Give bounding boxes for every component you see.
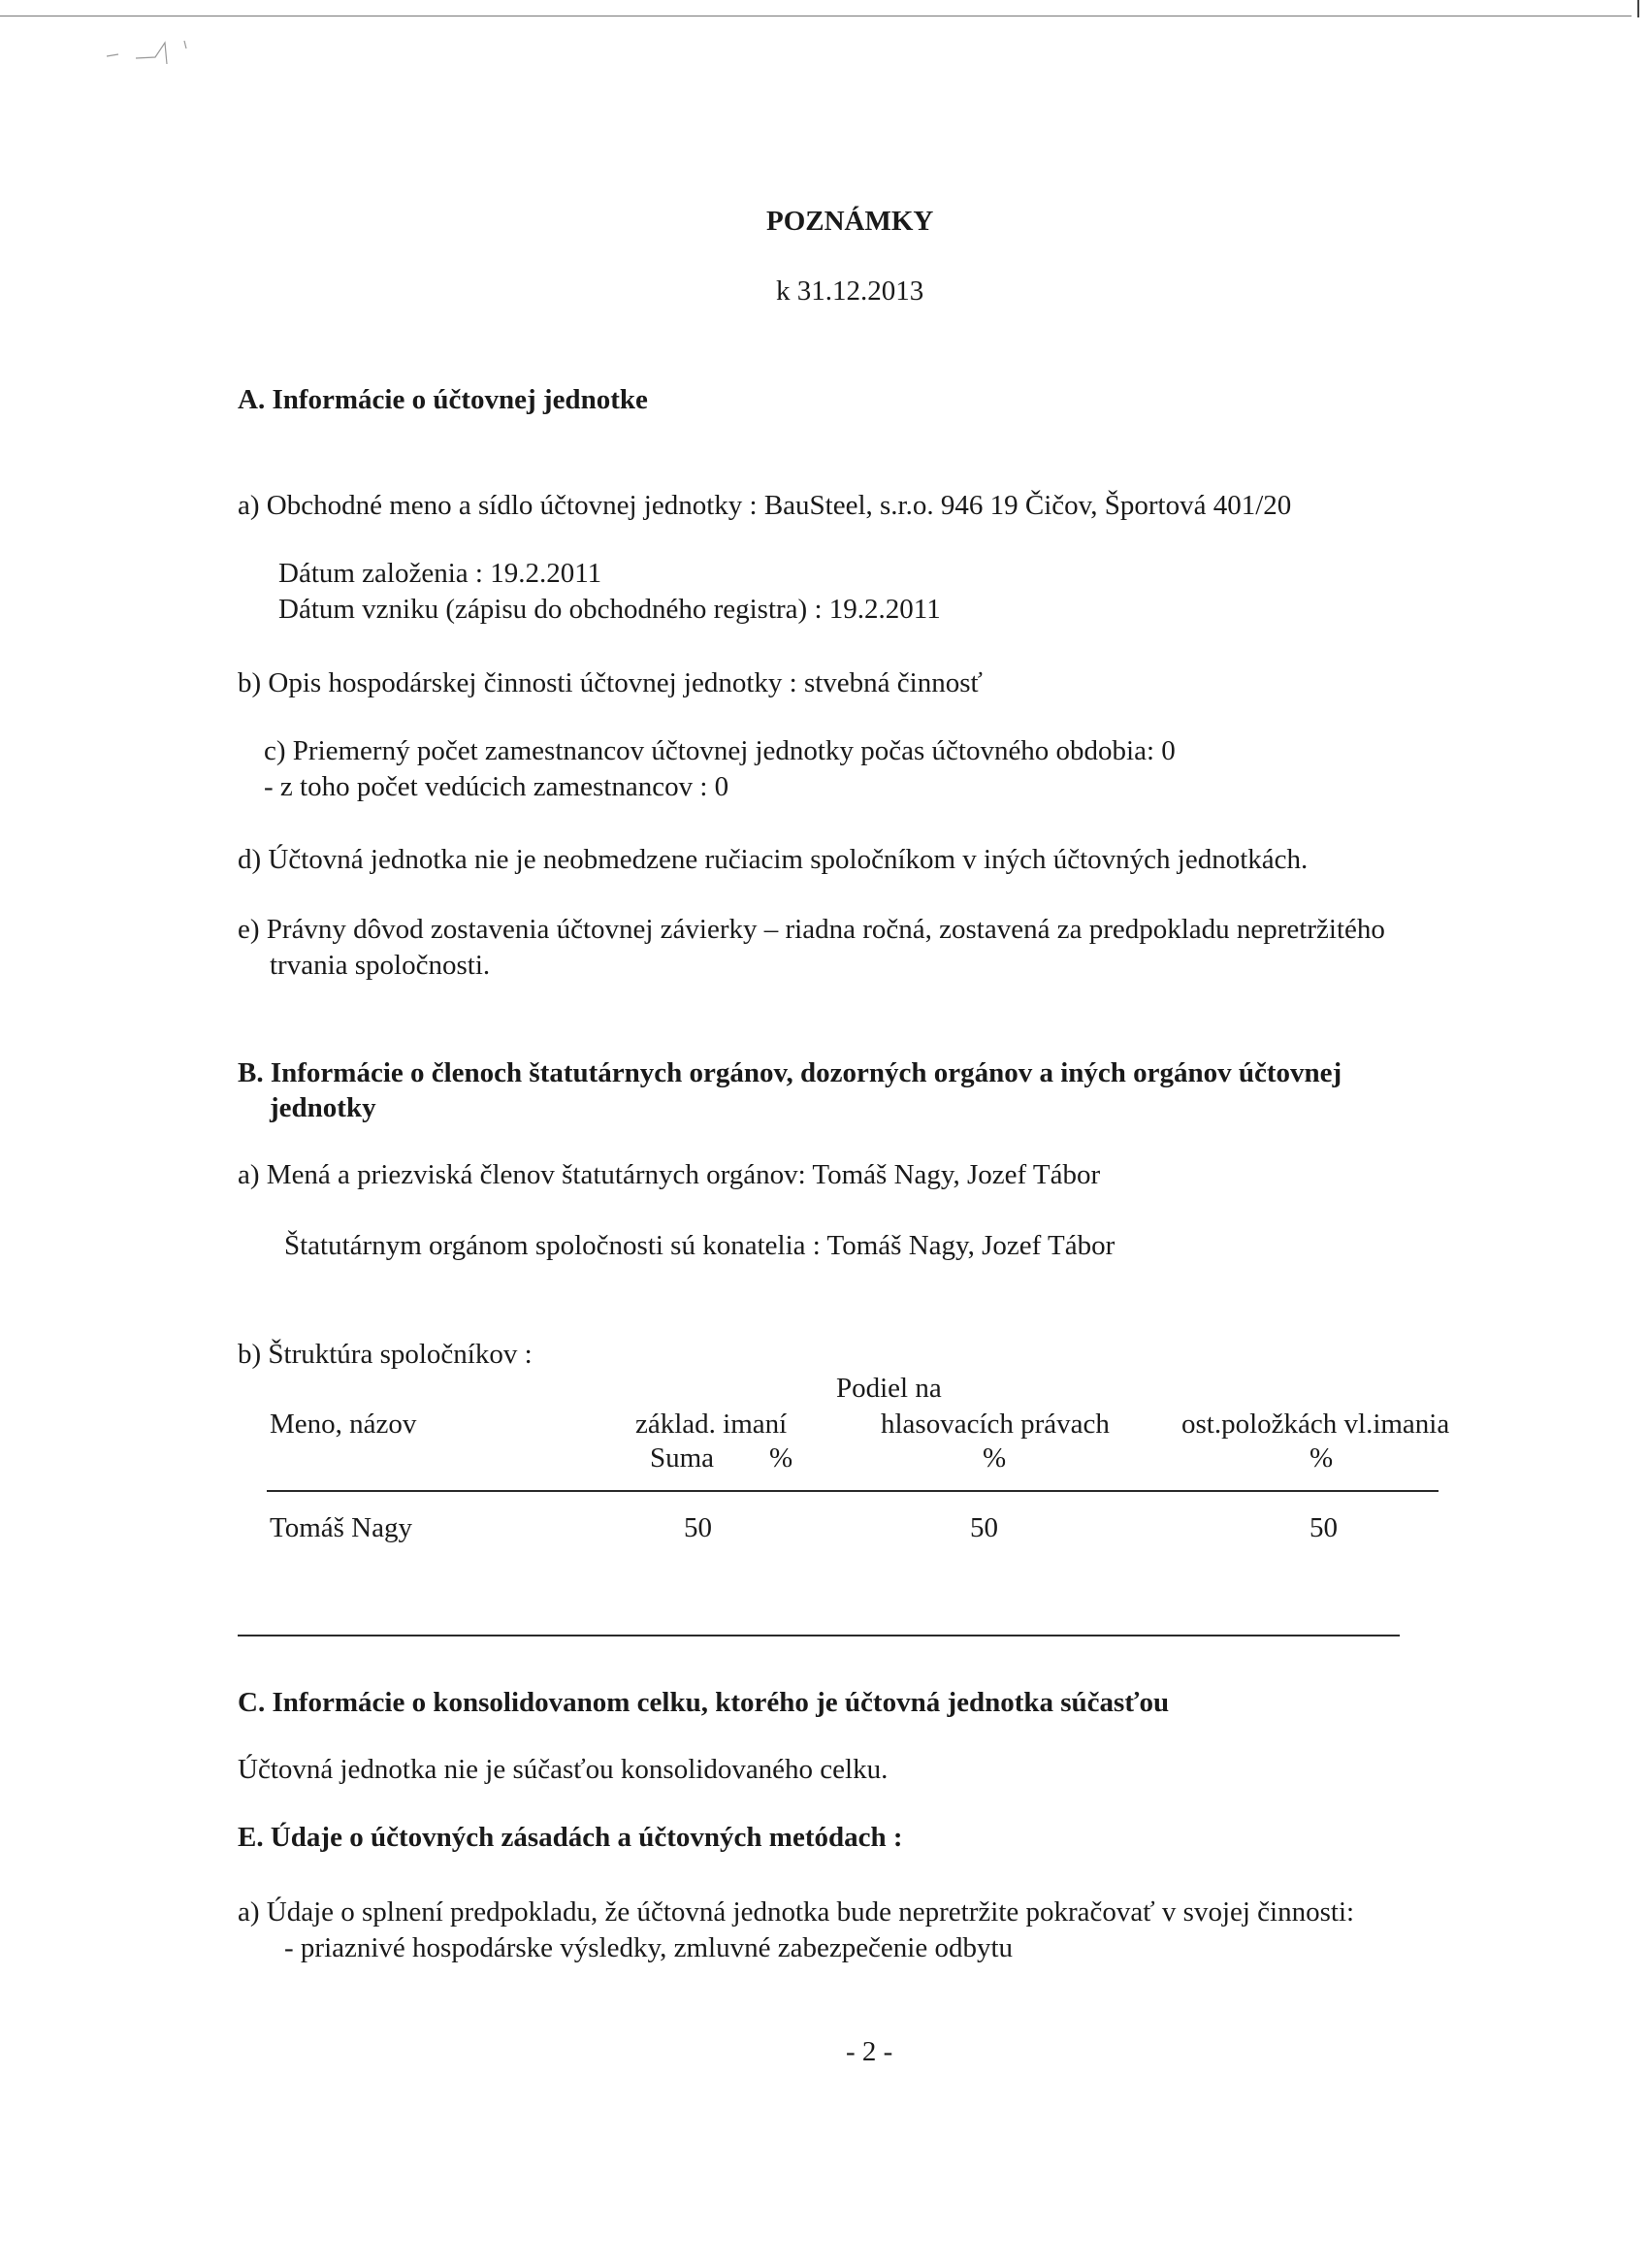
- section-e-item-a-sub: - priaznivé hospodárske výsledky, zmluvné zabezpečenie odbytu: [284, 1932, 1014, 1963]
- section-a-item-e: e) Právny dôvod zostavenia účtovnej závierky – riadna ročná, zostavená za predpokladu nepretržitého: [238, 914, 1385, 945]
- table-header-capital: základ. imaní: [635, 1409, 788, 1440]
- page-number: - 2 -: [846, 2036, 893, 2067]
- table-row-capital: 50: [684, 1512, 712, 1543]
- section-c-text: Účtovná jednotka nie je súčasťou konsolidovaného celku.: [238, 1754, 889, 1785]
- section-a-item-b: b) Opis hospodárskej činnosti účtovnej jednotky : stvebná činnosť: [238, 667, 983, 698]
- founding-date: Dátum založenia : 19.2.2011: [278, 558, 602, 589]
- table-subheader-suma: Suma: [650, 1442, 715, 1474]
- scan-corner-mark: [1637, 0, 1639, 17]
- table-row-voting: 50: [970, 1512, 998, 1543]
- table-header-voting: hlasovacích právach: [881, 1409, 1110, 1440]
- section-b-item-b: b) Štruktúra spoločníkov :: [238, 1339, 533, 1370]
- table-row-name: Tomáš Nagy: [270, 1512, 412, 1543]
- scan-smudge-mark: [97, 29, 252, 68]
- section-a-item-c-sub: - z toho počet vedúcich zamestnancov : 0: [264, 771, 729, 802]
- section-c-heading: C. Informácie o konsolidovanom celku, ktorého je účtovná jednotka súčasťou: [238, 1687, 1170, 1718]
- report-date: k 31.12.2013: [776, 275, 924, 307]
- section-b-heading: B. Informácie o členoch štatutárnych orgánov, dozorných orgánov a iných orgánov účtovnej: [238, 1057, 1342, 1088]
- table-subheader-pct-other: %: [1310, 1442, 1334, 1474]
- section-b-heading-cont: jednotky: [270, 1092, 376, 1123]
- table-header-other: ost.položkách vl.imania: [1181, 1409, 1450, 1440]
- section-a-item-c: c) Priemerný počet zamestnancov účtovnej jednotky počas účtovného obdobia: 0: [264, 735, 1176, 766]
- table-header-rule: [267, 1490, 1439, 1492]
- section-e-item-a: a) Údaje o splnení predpokladu, že účtovná jednotka bude nepretržite pokračovať v svojej činnosti:: [238, 1896, 1355, 1928]
- table-header-podiel: Podiel na: [836, 1373, 942, 1404]
- table-row-other: 50: [1310, 1512, 1338, 1543]
- table-bottom-rule: [238, 1635, 1400, 1636]
- page-title: POZNÁMKY: [766, 206, 934, 237]
- table-subheader-pct-voting: %: [983, 1442, 1007, 1474]
- section-a-item-e-cont: trvania spoločnosti.: [270, 950, 491, 981]
- origin-date: Dátum vzniku (zápisu do obchodného registra) : 19.2.2011: [278, 594, 941, 625]
- section-a-heading: A. Informácie o účtovnej jednotke: [238, 384, 648, 415]
- statutory-body: Štatutárnym orgánom spoločnosti sú konatelia : Tomáš Nagy, Jozef Tábor: [284, 1230, 1116, 1261]
- section-b-item-a: a) Mená a priezviská členov štatutárnych orgánov: Tomáš Nagy, Jozef Tábor: [238, 1159, 1101, 1190]
- section-a-item-a: a) Obchodné meno a sídlo účtovnej jednotky : BauSteel, s.r.o. 946 19 Čičov, Športová 401/20: [238, 490, 1292, 521]
- section-a-item-d: d) Účtovná jednotka nie je neobmedzene ručiacim spoločníkom v iných účtovných jednotkách.: [238, 844, 1309, 875]
- table-subheader-pct-capital: %: [769, 1442, 793, 1474]
- section-e-heading: E. Údaje o účtovných zásadách a účtovných metódach :: [238, 1822, 903, 1853]
- table-header-name: Meno, názov: [270, 1409, 417, 1440]
